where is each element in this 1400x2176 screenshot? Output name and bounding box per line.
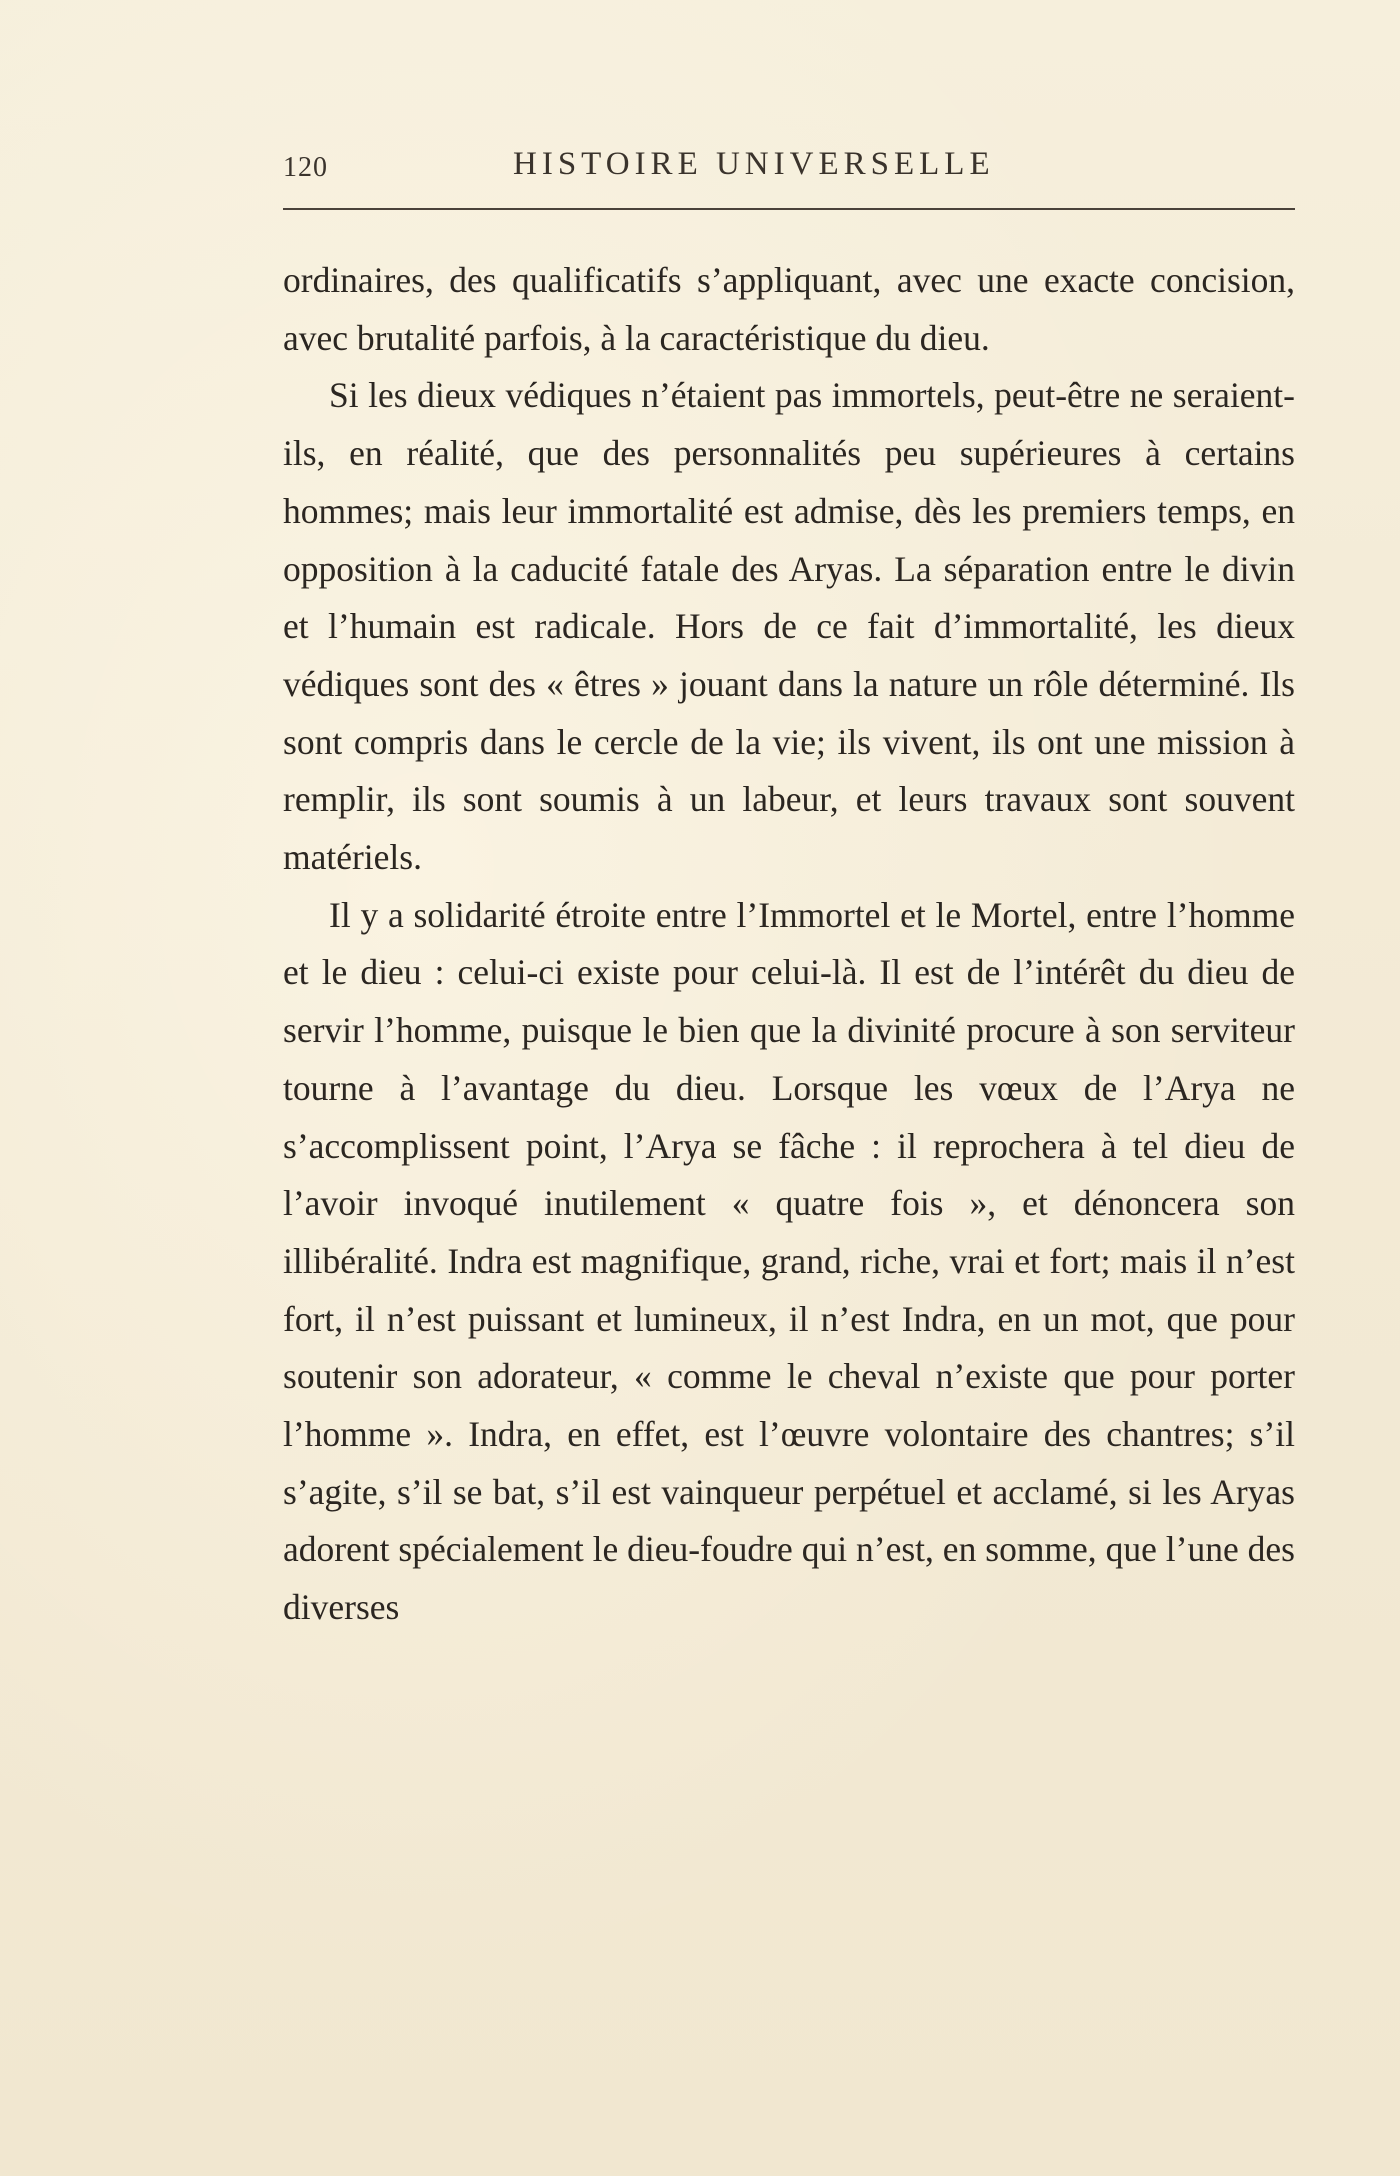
body-text <box>283 252 1295 1637</box>
paragraph-continuation: ordinaires, des qualificatifs s’appliquant, avec une exacte concision, avec brutalité parfois, à la caractéristique du dieu. <box>283 260 1295 358</box>
header-rule <box>283 208 1295 210</box>
paragraph: Il y a solidarité étroite entre l’Immortel et le Mortel, entre l’homme et le dieu : celui-ci existe pour celui-là. Il est de l’intérêt du dieu de servir l’homme, puisque le bien que la divinité procure à son serviteur tourne à l’avantage du dieu. Lorsque les vœux de l’Arya ne s’accomplissent point, l’Arya se fâche : il reprochera à tel dieu de l’avoir invoqué inutilement « quatre fois », et dénoncera son illibéralité. Indra est magnifique, grand, riche, vrai et fort; mais il n’est fort, il n’est puissant et lumineux, il n’est Indra, en un mot, que pour soutenir son adorateur, « comme le cheval n’existe que pour porter l’homme ». Indra, en effet, est l’œuvre volontaire des chantres; s’il s’agite, s’il se bat, s’il est vainqueur perpétuel et acclamé, si les Aryas adorent spécialement le dieu-foudre qui n’est, en somme, que l’une des diverses <box>283 894 1295 1628</box>
page-number: 120 <box>283 152 328 183</box>
running-head <box>283 146 1295 186</box>
running-title: HISTOIRE UNIVERSELLE <box>513 146 995 182</box>
paragraph: Si les dieux védiques n’étaient pas immortels, peut-être ne seraient-ils, en réalité, que des personnalités peu supérieures à certains hommes; mais leur immortalité est admise, dès les premiers temps, en opposition à la caducité fatale des Aryas. La séparation entre le divin et l’humain est radicale. Hors de ce fait d’immortalité, les dieux védiques sont des « êtres » jouant dans la nature un rôle déterminé. Ils sont compris dans le cercle de la vie; ils vivent, ils ont une mission à remplir, ils sont soumis à un labeur, et leurs travaux sont souvent matériels. <box>283 375 1295 878</box>
